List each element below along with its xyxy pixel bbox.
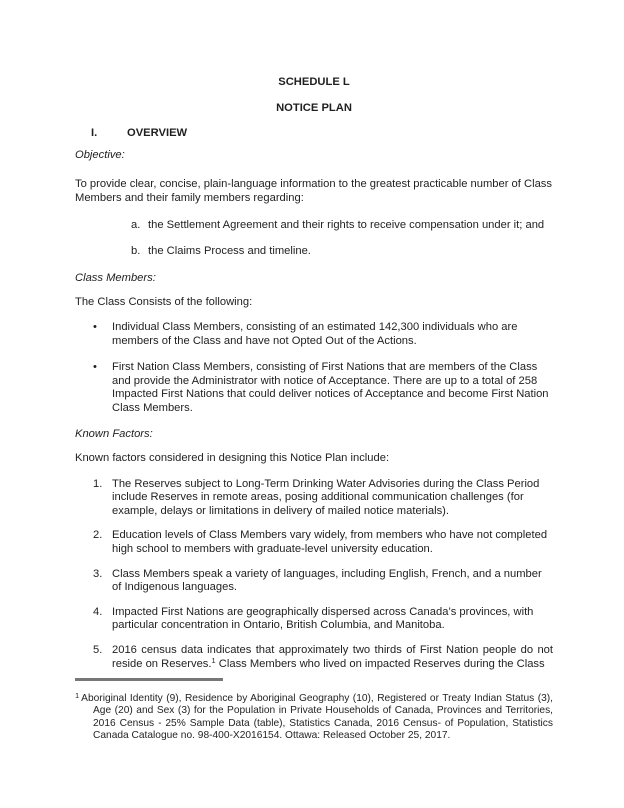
bullet-text-first-nation: First Nation Class Members, consisting of First Nations that are members of the Class and provide the Administrator with notice of Acceptance. There are up to a total of 258 Impacted First Nations that could deliver notices of Acceptance and become First Nation Class Members.	[112, 361, 549, 414]
list-marker-b: b.	[131, 245, 141, 258]
item-text: Class Members speak a variety of languages, including English, French, and a number of Indigenous languages.	[112, 567, 542, 594]
numbered-item-2	[75, 529, 553, 556]
list-item-b	[75, 245, 553, 259]
section-label: OVERVIEW	[127, 127, 188, 140]
footnote-reference-1: 1	[211, 656, 216, 666]
footnote-separator-rule	[75, 678, 223, 681]
numbered-item-4	[75, 606, 553, 633]
item-text: The Reserves subject to Long-Term Drinking Water Advisories during the Class Period include Reserves in remote areas, posing additional communication challenges (for example, delays or limitations in delivery of mailed notice materials).	[112, 477, 540, 517]
numbered-item-1	[75, 478, 553, 519]
known-factors-label: Known Factors:	[75, 427, 153, 440]
item-5-text-after-footnote: Class Members who lived on impacted Reserves during the Class	[215, 657, 545, 670]
bullet-glyph: •	[93, 361, 97, 374]
class-members-intro: The Class Consists of the following:	[75, 296, 253, 309]
list-text-b: the Claims Process and timeline.	[148, 245, 311, 258]
item-number: 1.	[93, 477, 103, 490]
class-members-label: Class Members:	[75, 271, 156, 284]
notice-plan-title: NOTICE PLAN	[276, 101, 352, 114]
bullet-glyph: •	[93, 320, 97, 333]
objective-intro: To provide clear, concise, plain-language information to the greatest practicable number of Class Members and their family members regarding:	[75, 178, 552, 204]
list-text-a: the Settlement Agreement and their rights to receive compensation under it; and	[148, 218, 545, 231]
known-factors-intro: Known factors considered in designing this Notice Plan include:	[75, 452, 390, 465]
list-item-a	[75, 219, 553, 233]
section-heading-overview	[75, 127, 553, 141]
footnote-marker: 1	[75, 691, 80, 700]
item-5-text-before-footnote: 2016 census data indicates that approximately two thirds of First Nation people do not reside on Reserves.	[112, 644, 553, 670]
numbered-item-3	[75, 568, 553, 595]
list-marker-a: a.	[131, 218, 141, 231]
schedule-title: SCHEDULE L	[278, 76, 350, 88]
numbered-item-5	[75, 644, 553, 671]
bullet-item-individual	[75, 321, 553, 348]
item-number: 5.	[93, 644, 103, 657]
item-number: 3.	[93, 567, 103, 580]
footnote-area	[75, 678, 553, 742]
bullet-text-individual: Individual Class Members, consisting of an estimated 142,300 individuals who are members of the Class and have not Opted Out of the Actions.	[112, 320, 518, 347]
item-text: Impacted First Nations are geographically dispersed across Canada’s provinces, with particular concentration in Ontario, British Columbia, and Manitoba.	[112, 605, 534, 632]
footnote-1	[75, 693, 553, 742]
bullet-item-first-nation	[75, 361, 553, 415]
section-number: I.	[91, 127, 98, 140]
item-number: 2.	[93, 529, 103, 542]
objective-label: Objective:	[75, 148, 125, 161]
item-number: 4.	[93, 605, 103, 618]
item-text: Education levels of Class Members vary widely, from members who have not completed high school to members with graduate-level university education.	[112, 529, 548, 556]
item-text	[112, 644, 553, 671]
footnote-text: Aboriginal Identity (9), Residence by Aboriginal Geography (10), Registered or Treaty Indian Status (3), Age (20) and Sex (3) for the Population in Private Households of Canada, Provinces and Territories, 2016 Census - 25% Sample Data (table), Statistics Canada, 2016 Census- of Population, Statistics Canada Catalogue no. 98-400-X2016154. Ottawa: Released October 25, 2017.	[81, 693, 553, 741]
